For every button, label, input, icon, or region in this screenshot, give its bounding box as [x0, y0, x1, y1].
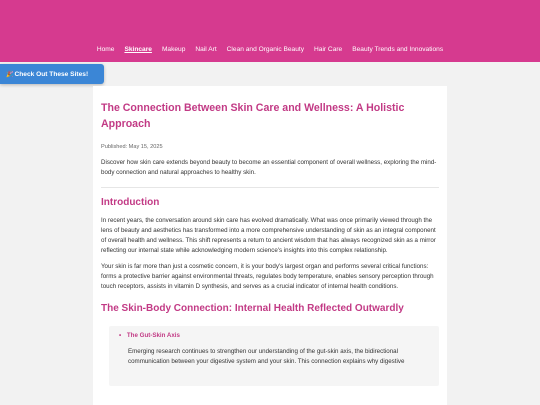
party-popper-icon: 🎉: [6, 71, 14, 78]
gut-skin-card: [109, 326, 439, 386]
nav-skincare[interactable]: Skincare: [124, 46, 152, 53]
divider: [101, 187, 439, 188]
check-out-sites-button[interactable]: [0, 64, 104, 84]
nav-hair-care[interactable]: Hair Care: [314, 46, 343, 53]
card-title: [119, 331, 429, 341]
nav-beauty-trends[interactable]: Beauty Trends and Innovations: [352, 46, 444, 53]
card-body: Emerging research continues to strengthen our understanding of the gut-skin axis, the bidirectional communication between your digestive system and your skin. This connection explains why digestive: [128, 348, 405, 365]
nav-clean-organic-beauty[interactable]: Clean and Organic Beauty: [226, 46, 305, 53]
article-card: [93, 86, 447, 405]
site-header: [0, 0, 540, 62]
main-nav: [0, 46, 540, 53]
nav-home[interactable]: Home: [96, 46, 115, 53]
promo-label: Check Out These Sites!: [14, 70, 89, 78]
paragraph: In recent years, the conversation around skin care has evolved dramatically. What was once primarily viewed through the lens of beauty and aesthetics has transformed into a more comprehensive understanding of skin as an integral component of overall health and wellness. This shift represents a return to ancient wisdom that has always recognized skin as a mirror reflecting our internal state while acknowledging modern science's insights into this complex relationship.: [101, 217, 436, 254]
paragraph: Your skin is far more than just a cosmetic concern, it is your body's largest organ and performs several critical functions: forms a protective barrier against environmental threats, regulates body temperature, enables sensory perception through touch receptors, assists in vitamin D synthesis, and serves as a crucial indicator of internal health conditions.: [101, 263, 434, 290]
article-title: The Connection Between Skin Care and Wellness: A Holistic Approach: [101, 102, 405, 130]
section-heading-skin-body: The Skin-Body Connection: Internal Health Reflected Outwardly: [101, 303, 404, 314]
published-date: Published: May 15, 2025: [101, 144, 163, 150]
card-title-text: The Gut-Skin Axis: [126, 332, 180, 339]
nav-makeup[interactable]: Makeup: [161, 46, 186, 53]
nav-nail-art[interactable]: Nail Art: [195, 46, 217, 53]
section-heading-introduction: Introduction: [101, 197, 160, 208]
article-intro: Discover how skin care extends beyond beauty to become an essential component of overall wellness, exploring the mind-body connection and natural approaches to healthy skin.: [101, 159, 437, 176]
bullet-icon: •: [119, 332, 122, 339]
